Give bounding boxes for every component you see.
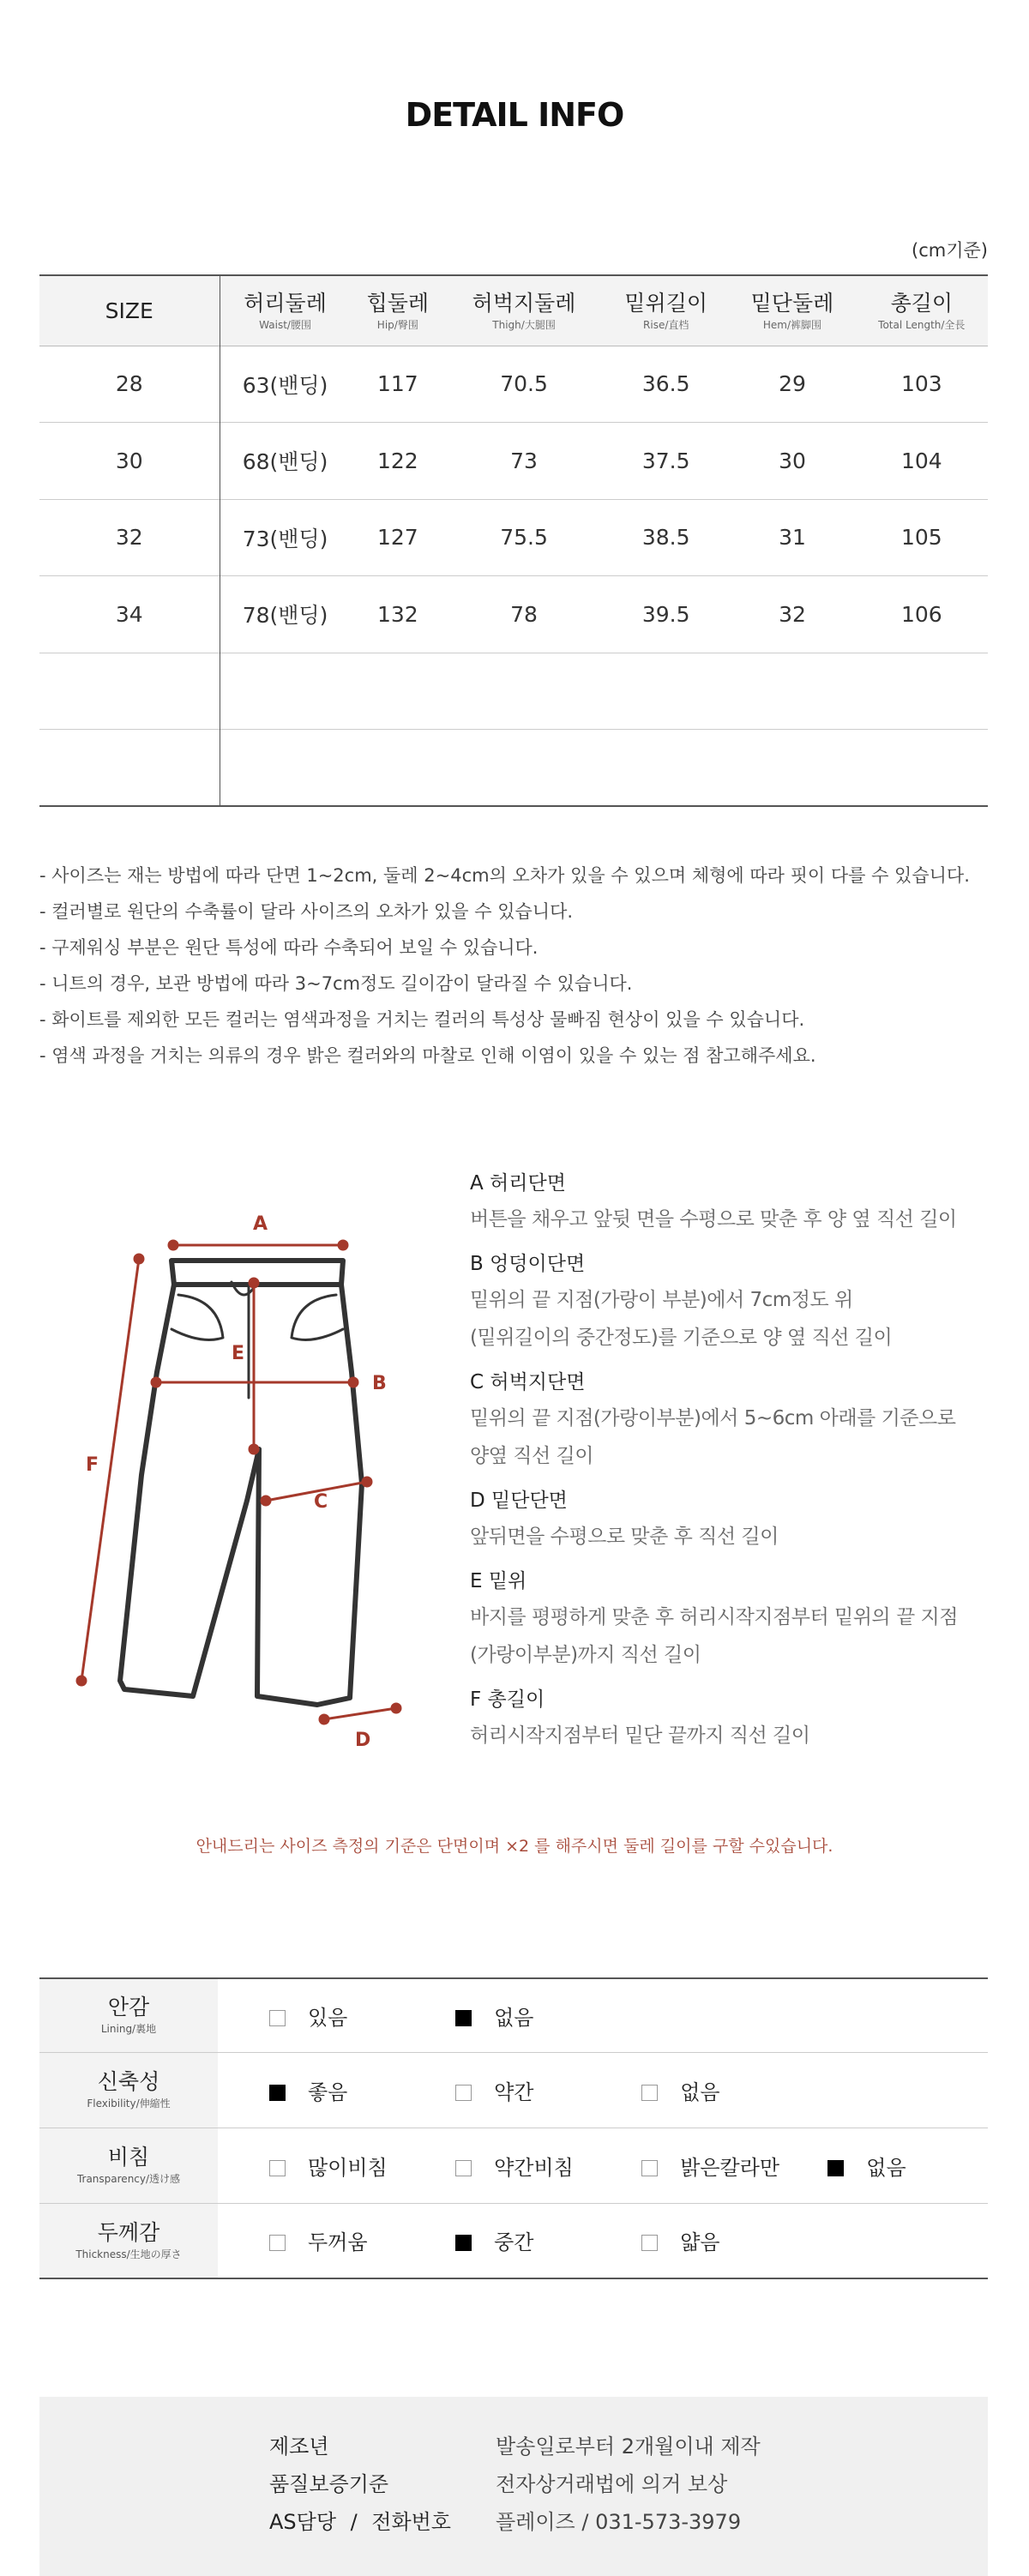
measure-dot <box>339 1241 347 1249</box>
size-cell <box>39 730 220 807</box>
option-label: 좋음 <box>308 2079 348 2104</box>
measure-dot <box>320 1715 328 1724</box>
fabric-options <box>218 2203 988 2278</box>
right-pocket <box>292 1295 343 1339</box>
measure-dot <box>77 1676 86 1685</box>
measurement-title: B 엉덩이단면 <box>470 1253 586 1275</box>
table-cell <box>445 653 603 730</box>
measurement-title: F 총길이 <box>470 1688 545 1711</box>
table-row <box>39 499 988 576</box>
measurement-item <box>470 1166 1002 1238</box>
table-cell: 78(밴딩) <box>242 603 328 629</box>
measurement-desc: (밑위길이의 중간정도)를 기준으로 양 옆 직선 길이 <box>470 1327 893 1349</box>
fabric-row-flexibility <box>39 2052 988 2128</box>
table-cell <box>351 730 445 807</box>
size-cell: 28 <box>39 346 220 423</box>
table-cell: 73(밴딩) <box>242 526 328 551</box>
fabric-option <box>641 2075 823 2105</box>
table-cell: 70.5 <box>500 371 548 397</box>
table-cell: 37.5 <box>641 448 690 473</box>
measurement-title: E 밑위 <box>470 1570 527 1592</box>
checkbox-empty-icon <box>455 2160 472 2176</box>
measure-dot <box>349 1378 358 1387</box>
checkbox-empty-icon <box>641 2235 658 2251</box>
col-label: 밑위길이 <box>624 291 708 316</box>
table-cell <box>445 730 603 807</box>
table-row <box>39 346 988 423</box>
col-label: 허리둘레 <box>244 291 327 316</box>
measure-dot <box>392 1704 400 1712</box>
fabric-option <box>455 2075 637 2105</box>
fabric-label <box>39 2203 218 2278</box>
checkbox-filled-icon <box>827 2160 844 2176</box>
measurement-guide-note: 안내드리는 사이즈 측정의 기준은 단면이며 ×2 를 해주시면 둘레 길이를 구할 수있습니다. <box>196 1837 833 1856</box>
table-row <box>39 576 988 653</box>
size-header: SIZE <box>39 275 220 346</box>
table-cell <box>856 653 988 730</box>
product-info-footer <box>39 2397 988 2576</box>
col-label: 힙둘레 <box>366 291 430 316</box>
fabric-row-transparency <box>39 2128 988 2203</box>
col-label: 밑단둘레 <box>750 291 834 316</box>
measurement-desc: 밑위의 끝 지점(가랑이 부분)에서 7cm정도 위 <box>470 1289 853 1311</box>
table-cell: 29 <box>779 371 806 397</box>
table-cell <box>220 653 351 730</box>
fabric-label <box>39 2052 218 2128</box>
option-label: 있음 <box>308 2005 348 2030</box>
table-cell <box>603 653 729 730</box>
label-c: C <box>314 1491 328 1513</box>
size-cell: 34 <box>39 576 220 653</box>
table-cell: 73 <box>510 448 538 473</box>
option-label: 없음 <box>680 2079 720 2104</box>
fabric-option <box>641 2151 823 2181</box>
col-hip <box>351 275 445 346</box>
table-cell: 30 <box>779 448 806 473</box>
footer-row <box>269 2505 741 2535</box>
table-cell: 105 <box>900 525 942 551</box>
col-hem <box>729 275 855 346</box>
footer-row <box>269 2429 761 2459</box>
table-cell: 117 <box>376 371 418 397</box>
option-label: 밝은칼라만 <box>680 2155 780 2180</box>
fabric-label <box>39 1978 218 2052</box>
footer-key: 제조년 <box>269 2435 329 2459</box>
table-cell: 31 <box>779 525 806 551</box>
table-cell <box>856 730 988 807</box>
fabric-label-en: Flexibility/伸縮性 <box>87 2098 171 2110</box>
checkbox-filled-icon <box>455 2010 472 2026</box>
footer-row <box>269 2467 727 2497</box>
fabric-label-en: Thickness/生地の厚さ <box>75 2248 182 2260</box>
col-sublabel: Rise/直档 <box>643 319 689 332</box>
fabric-option <box>455 2001 637 2031</box>
table-cell: 63(밴딩) <box>242 372 328 398</box>
size-table-header <box>39 275 988 346</box>
label-a: A <box>253 1213 268 1235</box>
unit-note: (cm기준) <box>912 240 988 261</box>
fabric-option <box>455 2225 637 2255</box>
table-cell <box>729 730 855 807</box>
measure-dot <box>363 1478 371 1486</box>
table-cell: 78 <box>510 601 538 627</box>
label-b: B <box>372 1373 387 1394</box>
table-cell: 75.5 <box>500 525 548 551</box>
note-item: - 구제워싱 부분은 원단 특성에 따라 수축되어 보일 수 있습니다. <box>39 937 539 958</box>
footer-value: 전자상거래법에 의거 보상 <box>496 2472 728 2496</box>
note-item: - 염색 과정을 거치는 의류의 경우 밝은 컬러와의 마찰로 인해 이염이 있을 수 있는 점 참고해주세요. <box>39 1045 816 1066</box>
measurement-title: A 허리단면 <box>470 1172 566 1195</box>
col-waist <box>220 275 351 346</box>
checkbox-empty-icon <box>455 2085 472 2101</box>
measure-dot <box>250 1279 258 1287</box>
measurement-item <box>470 1247 1002 1357</box>
col-rise <box>603 275 729 346</box>
fabric-info-table <box>39 1977 988 2279</box>
option-label: 두꺼움 <box>308 2230 368 2255</box>
fabric-options <box>218 2052 988 2128</box>
footer-value: 플레이즈 / 031-573-3979 <box>496 2510 742 2534</box>
size-cell: 30 <box>39 423 220 500</box>
option-label: 많이비침 <box>308 2155 388 2180</box>
measurement-desc: (가랑이부분)까지 직선 길이 <box>470 1644 701 1666</box>
checkbox-empty-icon <box>641 2160 658 2176</box>
fabric-options <box>218 2128 988 2203</box>
pants-measure-diagram <box>60 1201 429 1758</box>
table-cell: 68(밴딩) <box>242 449 328 475</box>
col-sublabel: Hip/臀围 <box>376 319 418 332</box>
option-label: 없음 <box>866 2155 906 2180</box>
size-notes <box>39 858 1000 1074</box>
note-item: - 니트의 경우, 보관 방법에 따라 3~7cm정도 길이감이 달라질 수 있습니다. <box>39 973 633 994</box>
page-title: DETAIL INFO <box>405 96 624 134</box>
note-item: - 화이트를 제외한 모든 컬러는 염색과정을 거치는 컬러의 특성상 물빠짐 현상이 있을 수 있습니다. <box>39 1009 805 1030</box>
checkbox-empty-icon <box>269 2010 286 2026</box>
col-sublabel: Hem/裤脚围 <box>762 319 822 332</box>
fabric-row-thickness <box>39 2203 988 2278</box>
left-pocket <box>172 1295 223 1339</box>
table-cell <box>351 653 445 730</box>
table-cell: 36.5 <box>641 371 690 397</box>
label-d: D <box>355 1730 371 1751</box>
table-cell <box>729 653 855 730</box>
table-cell: 132 <box>376 601 418 627</box>
measure-dot <box>135 1255 143 1263</box>
col-sublabel: Waist/腰围 <box>259 319 311 332</box>
option-label: 약간 <box>494 2079 534 2104</box>
footer-key: 품질보증기준 <box>269 2472 389 2496</box>
measurement-desc: 앞뒤면을 수평으로 맞춘 후 직선 길이 <box>470 1526 779 1548</box>
measurement-title: C 허벅지단면 <box>470 1371 586 1393</box>
col-sublabel: Thigh/大腿围 <box>492 319 556 332</box>
label-f: F <box>86 1454 99 1476</box>
fabric-option <box>269 2225 451 2255</box>
fabric-label-ko: 신축성 <box>97 2069 160 2094</box>
measure-dot <box>262 1496 270 1505</box>
fabric-option <box>827 2151 906 2181</box>
size-table <box>39 274 988 807</box>
table-cell: 38.5 <box>641 525 690 551</box>
measure-line-d <box>324 1708 396 1719</box>
measurement-descriptions <box>470 1166 1002 1763</box>
measurement-item <box>470 1564 1002 1674</box>
measurement-desc: 버튼을 채우고 앞뒷 면을 수평으로 맞춘 후 양 옆 직선 길이 <box>470 1208 957 1231</box>
option-label: 없음 <box>494 2005 534 2030</box>
table-row <box>39 730 988 807</box>
right-leg-outline <box>257 1285 362 1705</box>
fabric-option <box>269 2001 451 2031</box>
measure-dot <box>169 1241 178 1249</box>
note-item: - 컬러별로 원단의 수축률이 달라 사이즈의 오차가 있을 수 있습니다. <box>39 901 574 922</box>
col-label: 허벅지둘레 <box>472 291 576 316</box>
fabric-label-en: Lining/裏地 <box>100 2023 157 2036</box>
option-label: 얇음 <box>680 2230 720 2255</box>
col-thigh <box>445 275 603 346</box>
col-label: 총길이 <box>890 291 954 316</box>
label-e: E <box>232 1343 245 1364</box>
size-cell <box>39 653 220 730</box>
table-row <box>39 423 988 500</box>
fabric-option <box>269 2075 451 2105</box>
col-sublabel: Total Length/全長 <box>878 319 966 332</box>
measurement-item <box>470 1484 1002 1556</box>
measurement-desc: 허리시작지점부터 밑단 끝까지 직선 길이 <box>470 1724 810 1747</box>
fabric-label-ko: 비침 <box>107 2145 150 2170</box>
col-total-length <box>856 275 988 346</box>
measurement-title: D 밑단단면 <box>470 1490 568 1512</box>
measure-dot <box>152 1378 160 1387</box>
fabric-row-lining <box>39 1978 988 2052</box>
measurement-desc: 양옆 직선 길이 <box>470 1445 593 1467</box>
size-cell: 32 <box>39 499 220 576</box>
table-cell <box>220 730 351 807</box>
note-item: - 사이즈는 재는 방법에 따라 단면 1~2cm, 둘레 2~4cm의 오차가 있을 수 있으며 체형에 따라 핏이 다를 수 있습니다. <box>39 865 970 886</box>
checkbox-empty-icon <box>269 2160 286 2176</box>
measurement-desc: 바지를 평평하게 맞춘 후 허리시작지점부터 밑위의 끝 지점 <box>470 1606 958 1628</box>
fabric-options <box>218 1978 988 2052</box>
checkbox-filled-icon <box>455 2235 472 2251</box>
measurement-desc: 밑위의 끝 지점(가랑이부분)에서 5~6cm 아래를 기준으로 <box>470 1407 956 1429</box>
fabric-label-ko: 안감 <box>107 1995 150 2020</box>
table-cell: 106 <box>900 601 942 627</box>
option-label: 중간 <box>494 2230 534 2255</box>
checkbox-empty-icon <box>269 2235 286 2251</box>
table-cell: 127 <box>376 525 418 551</box>
fabric-label <box>39 2128 218 2203</box>
fabric-option <box>269 2151 451 2181</box>
measurement-item <box>470 1365 1002 1475</box>
table-row <box>39 653 988 730</box>
footer-key: AS담당 / 전화번호 <box>269 2510 451 2534</box>
table-cell: 104 <box>900 448 942 473</box>
footer-value: 발송일로부터 2개월이내 제작 <box>496 2435 761 2459</box>
table-cell: 39.5 <box>641 601 690 627</box>
table-cell <box>603 730 729 807</box>
checkbox-empty-icon <box>641 2085 658 2101</box>
measure-dot <box>250 1445 258 1454</box>
table-cell: 103 <box>900 371 942 397</box>
option-label: 약간비침 <box>494 2155 574 2180</box>
fabric-label-ko: 두께감 <box>97 2219 160 2245</box>
fabric-label-en: Transparency/透け感 <box>76 2173 181 2185</box>
checkbox-filled-icon <box>269 2085 286 2101</box>
measurement-item <box>470 1682 1002 1754</box>
fabric-option <box>455 2151 637 2181</box>
table-cell: 32 <box>779 601 806 627</box>
fabric-option <box>641 2225 823 2255</box>
table-cell: 122 <box>376 448 418 473</box>
